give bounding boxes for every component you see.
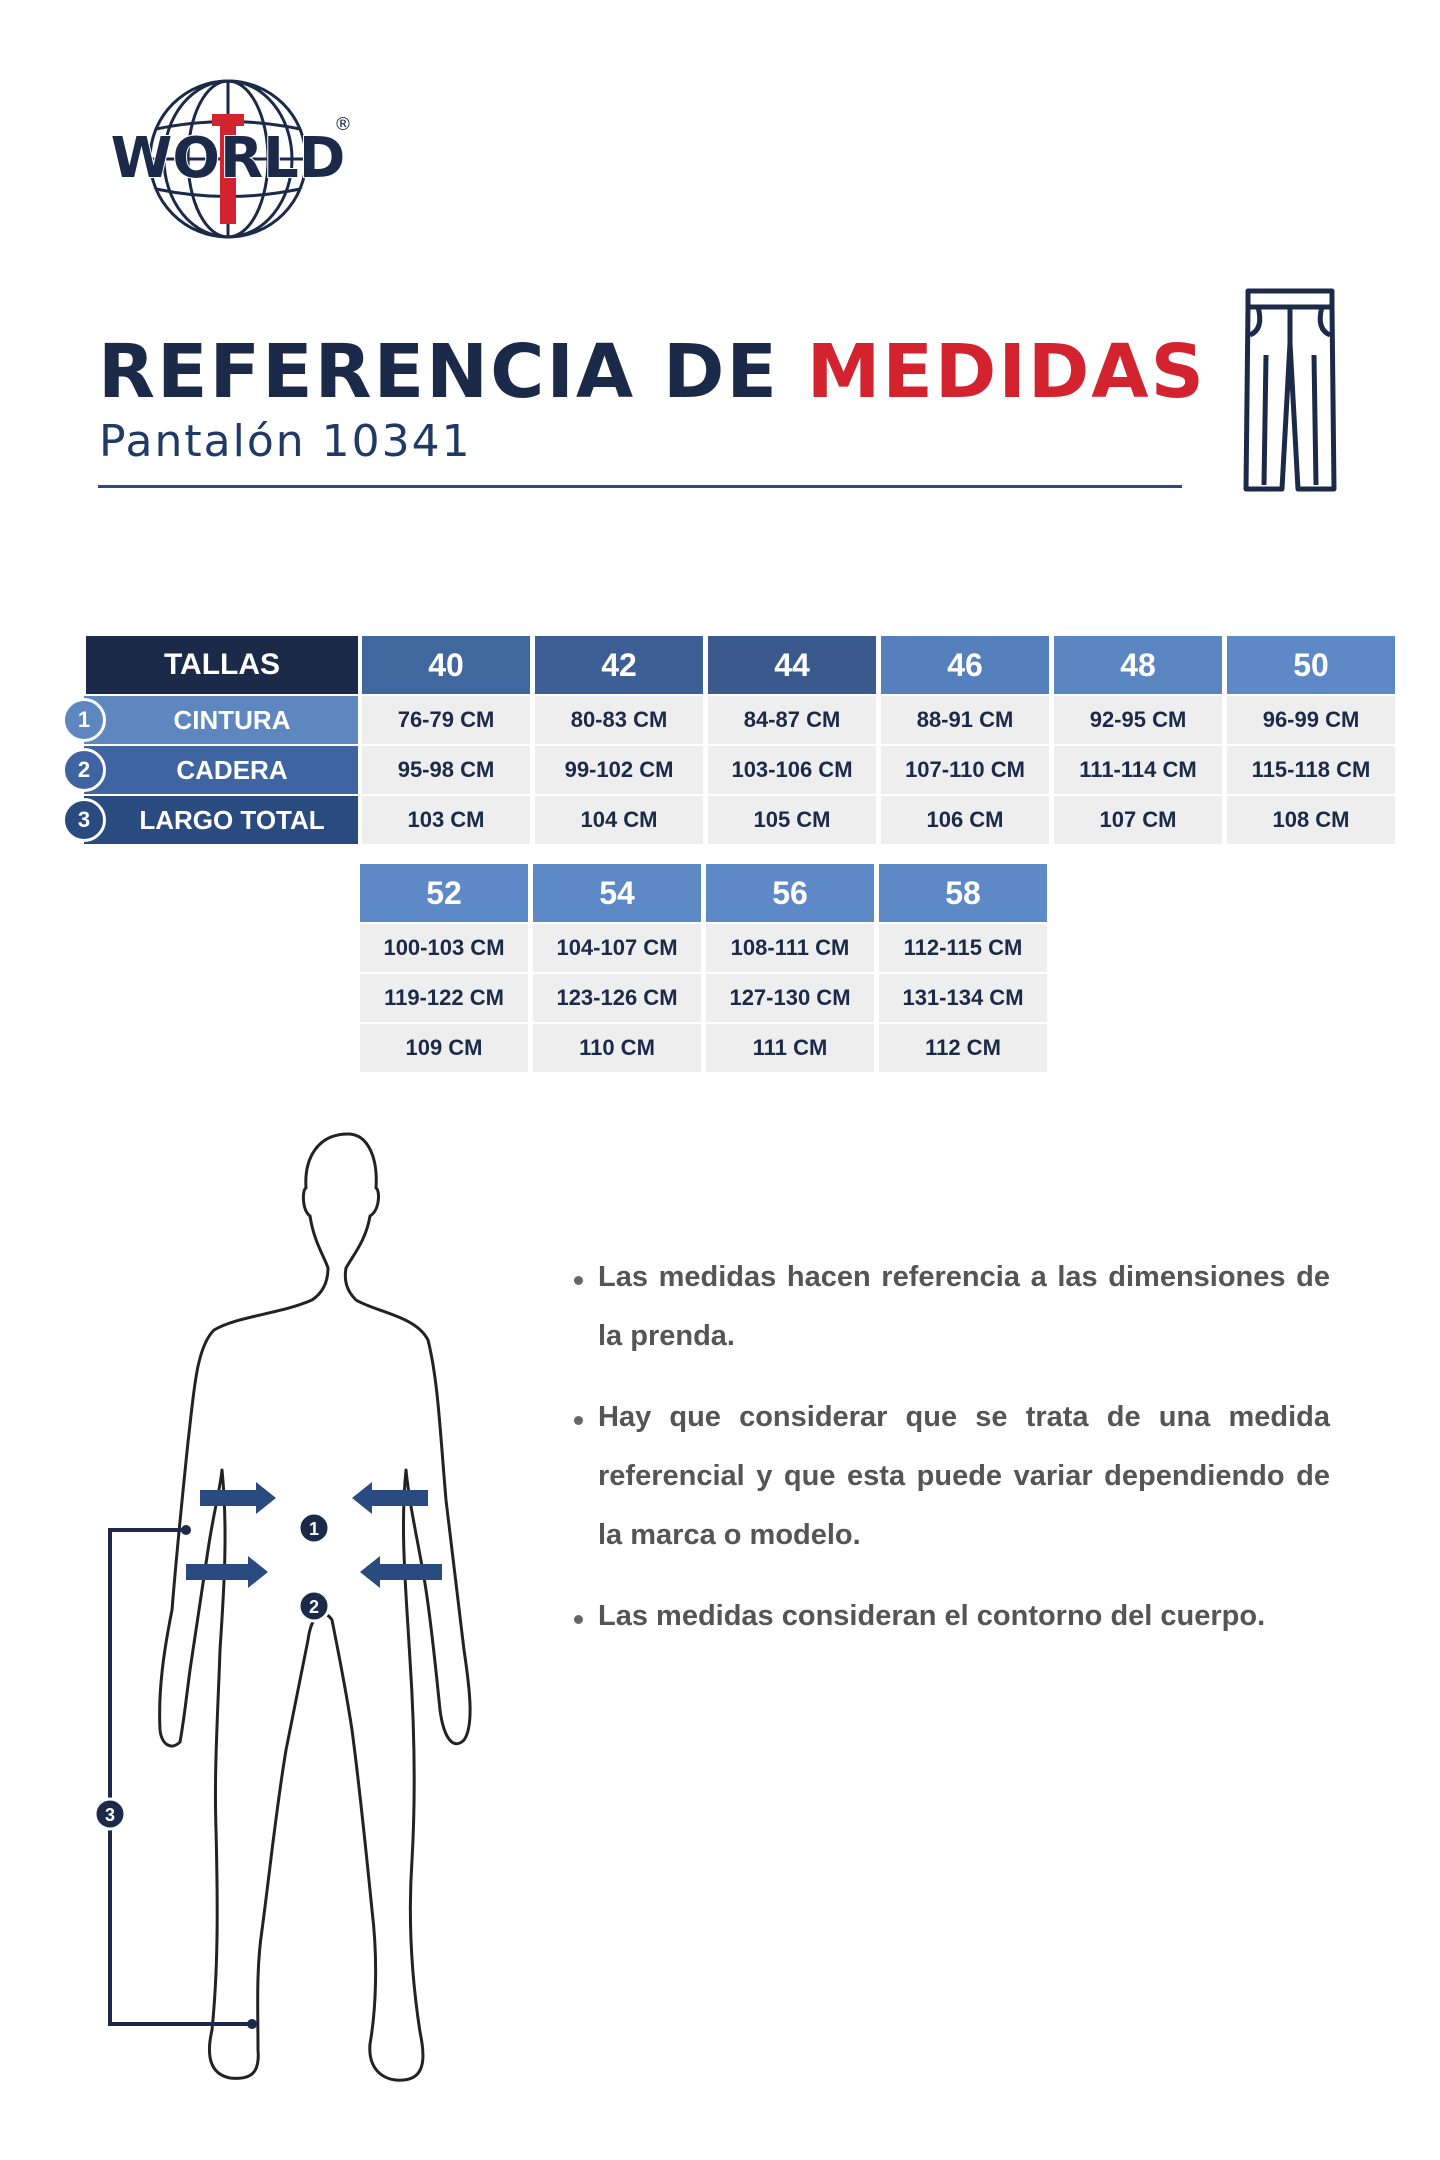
notes-list (570, 1248, 1330, 1668)
size-column-42 (535, 636, 703, 846)
size-column-58 (879, 864, 1047, 1074)
logo-letter: T (108, 61, 118, 78)
largo-cell: 105 CM (708, 796, 876, 844)
logo-text: WORLD (110, 126, 346, 191)
svg-text:3: 3 (104, 1805, 116, 1825)
size-header: 46 (881, 636, 1049, 694)
cintura-cell: 88-91 CM (881, 696, 1049, 744)
largo-cell: 109 CM (360, 1024, 528, 1072)
size-column-54 (533, 864, 701, 1074)
size-column-50 (1227, 636, 1395, 846)
largo-cell: 103 CM (362, 796, 530, 844)
note-item: Las medidas consideran el contorno del cuerpo. (570, 1587, 1330, 1646)
cintura-cell: 80-83 CM (535, 696, 703, 744)
cintura-cell: 92-95 CM (1054, 696, 1222, 744)
size-header: 52 (360, 864, 528, 922)
cadera-cell: 107-110 CM (881, 746, 1049, 794)
pants-icon (1240, 285, 1340, 495)
cintura-cell: 96-99 CM (1227, 696, 1395, 744)
cadera-cell: 131-134 CM (879, 974, 1047, 1022)
svg-text:2: 2 (308, 1597, 320, 1617)
cintura-cell: 104-107 CM (533, 924, 701, 972)
cintura-cell: 100-103 CM (360, 924, 528, 972)
size-column-48 (1054, 636, 1222, 846)
world-logo (108, 61, 352, 244)
waist-measure-arrows (200, 1482, 428, 1514)
largo-cell: 106 CM (881, 796, 1049, 844)
size-column-56 (706, 864, 874, 1074)
row-label-text: LARGO TOTAL (84, 796, 358, 844)
registered-mark: ® (334, 114, 352, 135)
row-label-cadera (62, 746, 358, 794)
cadera-cell: 103-106 CM (708, 746, 876, 794)
row-label-text: CINTURA (84, 696, 358, 744)
size-column-44 (708, 636, 876, 846)
length-measure-bracket (110, 1530, 252, 2024)
title-divider (98, 485, 1182, 488)
page-title (98, 329, 1206, 415)
title-part1: REFERENCIA DE (98, 329, 779, 415)
row-number-badge: 2 (62, 748, 106, 792)
row-number-badge: 1 (62, 698, 106, 742)
size-column-46 (881, 636, 1049, 846)
cadera-cell: 111-114 CM (1054, 746, 1222, 794)
row-label-text: CADERA (84, 746, 358, 794)
size-header: 48 (1054, 636, 1222, 694)
largo-cell: 111 CM (706, 1024, 874, 1072)
size-header: 56 (706, 864, 874, 922)
size-header: 40 (362, 636, 530, 694)
cintura-cell: 84-87 CM (708, 696, 876, 744)
size-header: 44 (708, 636, 876, 694)
marker-1-badge (299, 1513, 329, 1543)
size-column-52 (360, 864, 528, 1074)
body-measurement-figure (80, 1130, 540, 2090)
largo-cell: 107 CM (1054, 796, 1222, 844)
marker-3-badge (95, 1799, 125, 1829)
cadera-cell: 95-98 CM (362, 746, 530, 794)
cadera-cell: 99-102 CM (535, 746, 703, 794)
page-subtitle: Pantalón 10341 (99, 416, 472, 467)
note-item: Hay que considerar que se trata de una medida referencial y que esta puede variar dependiendo de la marca o modelo. (570, 1388, 1330, 1565)
cadera-cell: 115-118 CM (1227, 746, 1395, 794)
title-part2: MEDIDAS (806, 329, 1206, 415)
svg-text:1: 1 (308, 1519, 320, 1539)
size-header: 42 (535, 636, 703, 694)
cintura-cell: 76-79 CM (362, 696, 530, 744)
size-header: 54 (533, 864, 701, 922)
cadera-cell: 127-130 CM (706, 974, 874, 1022)
largo-cell: 112 CM (879, 1024, 1047, 1072)
size-header: 58 (879, 864, 1047, 922)
largo-cell: 104 CM (535, 796, 703, 844)
row-label-cintura (62, 696, 358, 744)
cintura-cell: 108-111 CM (706, 924, 874, 972)
marker-2-badge (299, 1591, 329, 1621)
row-label-largo-total (62, 796, 358, 844)
cintura-cell: 112-115 CM (879, 924, 1047, 972)
tallas-header: TALLAS (86, 636, 358, 694)
largo-cell: 110 CM (533, 1024, 701, 1072)
size-column-40 (362, 636, 530, 846)
cadera-cell: 123-126 CM (533, 974, 701, 1022)
cadera-cell: 119-122 CM (360, 974, 528, 1022)
size-header: 50 (1227, 636, 1395, 694)
globe-logo-icon (108, 61, 352, 244)
largo-cell: 108 CM (1227, 796, 1395, 844)
note-item: Las medidas hacen referencia a las dimensiones de la prenda. (570, 1248, 1330, 1366)
row-number-badge: 3 (62, 798, 106, 842)
